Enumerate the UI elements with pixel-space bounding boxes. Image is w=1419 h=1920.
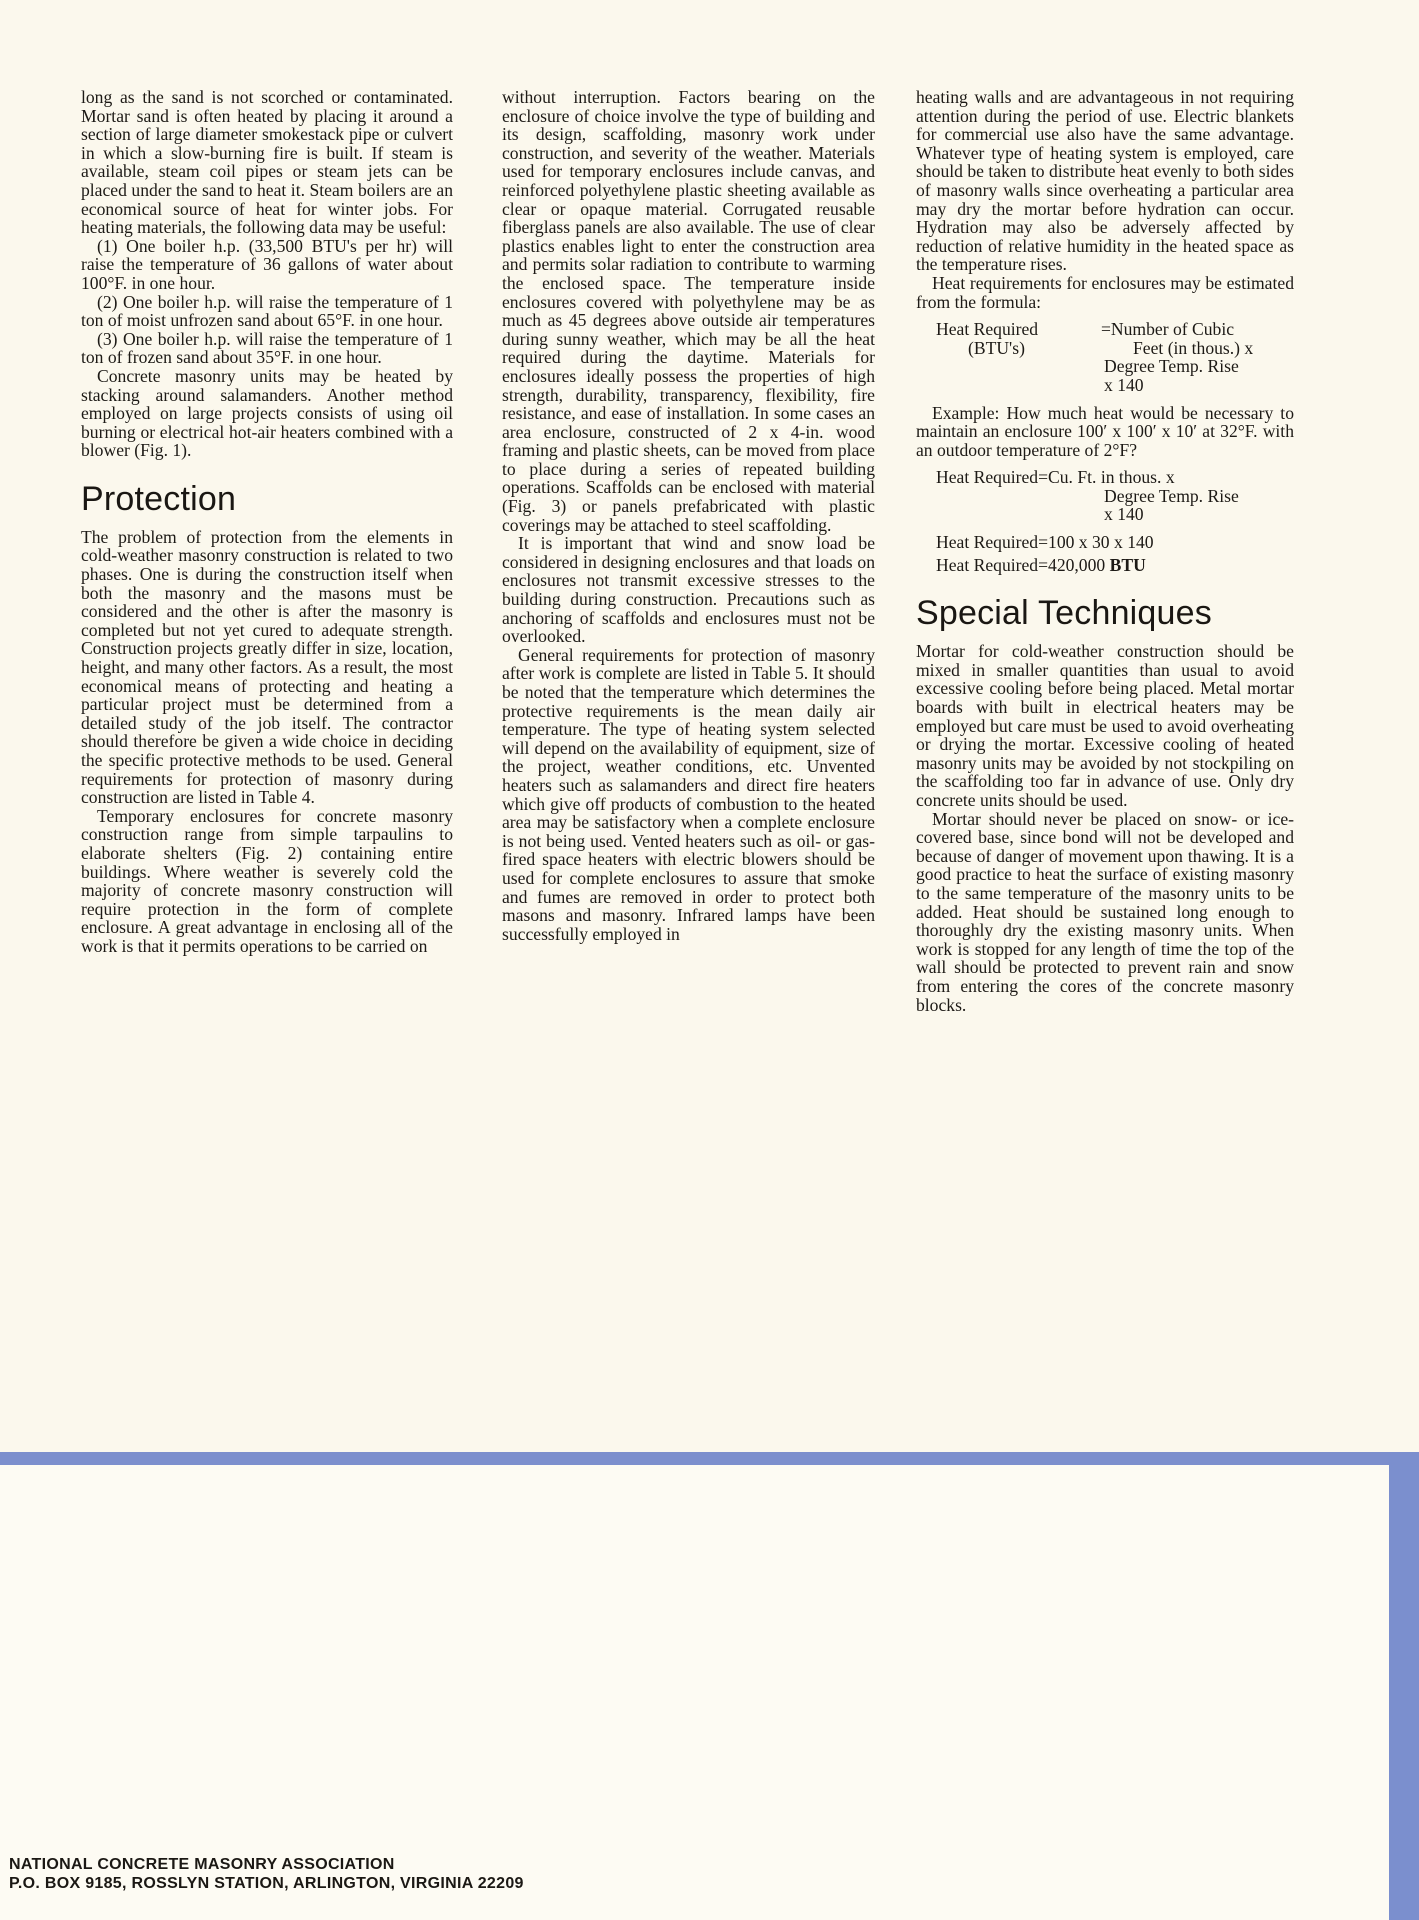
paragraph: Mortar should never be placed on snow- or ice-covered base, since bond will not be developed and because of danger of movement upon thawing. It is a good practice to heat the surface of existing masonry to the same temperature of the masonry units to be added. Heat should be sustained long enough to thoroughly dry the existing masonry units. When work is stopped for any length of time the top of the wall should be protected to prevent rain and snow from entering the cores of the concrete masonry blocks. [916,808,1294,1015]
paragraph: long as the sand is not scorched or contaminated. Mortar sand is often heated by placing it around a section of large diameter smokestack pipe or culvert in which a slow-burning fire is built. If steam is available, steam coil pipes or steam jets can be placed under the sand to heat it. Steam boilers are an economical source of heat for winter jobs. For heating materials, the following data may be useful: [81,87,453,238]
formula-line: Degree Temp. Rise [1104,356,1239,377]
paragraph: Mortar for cold-weather construction should be mixed in smaller quantities than usual to avoid excessive cooling before being placed. Metal mortar boards with built in electrical heaters may be employed but care must be used to avoid overheating or drying the mortar. Excessive cooling of heated masonry units may be avoided by not stockpiling on the scaffolding too far in advance of use. Only dry concrete units should be used. [916,641,1294,810]
equation-2: Heat Required=100 x 30 x 140 [936,532,1154,553]
equation-text: x 140 [1104,504,1144,525]
footer-line: NATIONAL CONCRETE MASONRY ASSOCIATION [9,1856,395,1873]
paragraph: It is important that wind and snow load be considered in designing enclosures and that loads on enclosures not transmit excessive stresses to the building during construction. Precautions such as anchoring of scaffolds and enclosures must not be overlooked. [502,533,875,647]
formula-line: x 140 [1104,374,1144,395]
equation-text: Heat Required=420,000 [936,554,1106,575]
equation-text: Degree Temp. Rise [1104,485,1239,506]
equation-3 [936,556,1294,575]
blue-edge-band [1389,1452,1419,1920]
paragraph: General requirements for protection of masonry after work is complete are listed in Table 5. It should be noted that the temperature which determines the protective requirements is the mean daily air temperature. The type of heating system selected will depend on the availability of equipment, size of the project, weather conditions, etc. Unvented heaters such as salamanders and direct fire heaters which give off products of combustion to the heated area may be satisfactory when a complete enclosure is not being used. Vented heaters such as oil- or gas-fired space heaters with electric blowers should be used for complete enclosures to assure that smoke and fumes are removed in order to protect both masons and masonry. Infrared lamps have been successfully employed in [502,644,875,944]
section-heading-special-techniques: Special Techniques [916,594,1212,633]
paragraph: (1) One boiler h.p. (33,500 BTU's per hr) will raise the temperature of 36 gallons of water about 100°F. in one hour. [81,235,453,293]
paragraph: The problem of protection from the elements in cold-weather masonry construction is related to two phases. One is during the construction itself when both the masonry and the masons must be considered and the other is after the masonry is completed but not yet cured to adequate strength. Construction projects greatly differ in size, location, height, and many other factors. As a result, the most economical means of protecting and heating a particular project must be determined from a detailed study of the job itself. The contractor should therefore be given a wide choice in deciding the specific protective methods to be used. General requirements for protection of masonry during construction are listed in Table 4. [81,526,453,808]
equation-text: Heat Required=Cu. Ft. in thous. x [936,467,1175,488]
paragraph: (3) One boiler h.p. will raise the temperature of 1 ton of frozen sand about 35°F. in one hour. [81,328,453,368]
paragraph: Temporary enclosures for concrete masonry construction range from simple tarpaulins to elaborate shelters (Fig. 2) containing entire buildings. Where weather is severely cold the majority of concrete masonry construction will require protection in the form of complete enclosure. A great advantage in enclosing all of the work is that it permits operations to be carried on [81,805,453,956]
blank-lower-area [0,1465,1389,1920]
formula-unit: (BTU's) [968,337,1025,358]
text-column-3 [916,88,1294,1014]
heat-formula [916,320,1294,394]
footer-line: P.O. BOX 9185, ROSSLYN STATION, ARLINGTON, VIRGINIA 22209 [9,1875,524,1892]
paragraph: Concrete masonry units may be heated by stacking around salamanders. Another method employed on large projects consists of using oil burning or electrical hot-air heaters combined with a blower (Fig. 1). [81,365,453,461]
formula-line: =Number of Cubic [1101,319,1235,340]
publisher-address [9,1855,524,1893]
blue-divider-band [0,1452,1419,1465]
text-column-2 [502,88,875,943]
paragraph: Heat requirements for enclosures may be estimated from the formula: [916,272,1294,312]
formula-label: Heat Required [936,319,1039,340]
paragraph: (2) One boiler h.p. will raise the temperature of 1 ton of moist unfrozen sand about 65°F. in one hour. [81,291,453,331]
paragraph: heating walls and are advantageous in not requiring attention during the period of use. Electric blankets for commercial use also have the same advantage. Whatever type of heating system is employed, care should be taken to distribute heat evenly to both sides of masonry walls since overheating a particular area may dry the mortar before hydration can occur. Hydration may also be adversely affected by reduction of relative humidity in the heated space as the temperature rises. [916,87,1294,275]
formula-line: Feet (in thous.) x [1133,337,1254,358]
paragraph: without interruption. Factors bearing on the enclosure of choice involve the type of building and its design, scaffolding, masonry work under construction, and severity of the weather. Materials used for temporary enclosures include canvas, and reinforced polyethylene plastic sheeting available as clear or opaque material. Corrugated reusable fiberglass panels are also available. The use of clear plastics enables light to enter the construction area and permits solar radiation to contribute to warming the enclosed space. The temperature inside enclosures covered with polyethylene may be as much as 45 degrees above outside air temperatures during sunny weather, which may be all the heat required during the daytime. Materials for enclosures ideally possess the properties of high strength, durability, transparency, flexibility, fire resistance, and ease of installation. In some cases an area enclosure, constructed of 2 x 4-in. wood framing and plastic sheets, can be moved from place to place during a series of repeated building operations. Scaffolds can be enclosed with material (Fig. 3) or panels prefabricated with plastic coverings may be attached to steel scaffolding. [502,87,875,535]
equation-unit: BTU [1109,554,1146,575]
example-paragraph: Example: How much heat would be necessary to maintain an enclosure 100′ x 100′ x 10′ at 32°F. with an outdoor temperature of 2°F? [916,402,1294,460]
text-column-1 [81,88,453,956]
section-heading-protection: Protection [81,479,237,518]
equation-1 [936,468,1294,524]
